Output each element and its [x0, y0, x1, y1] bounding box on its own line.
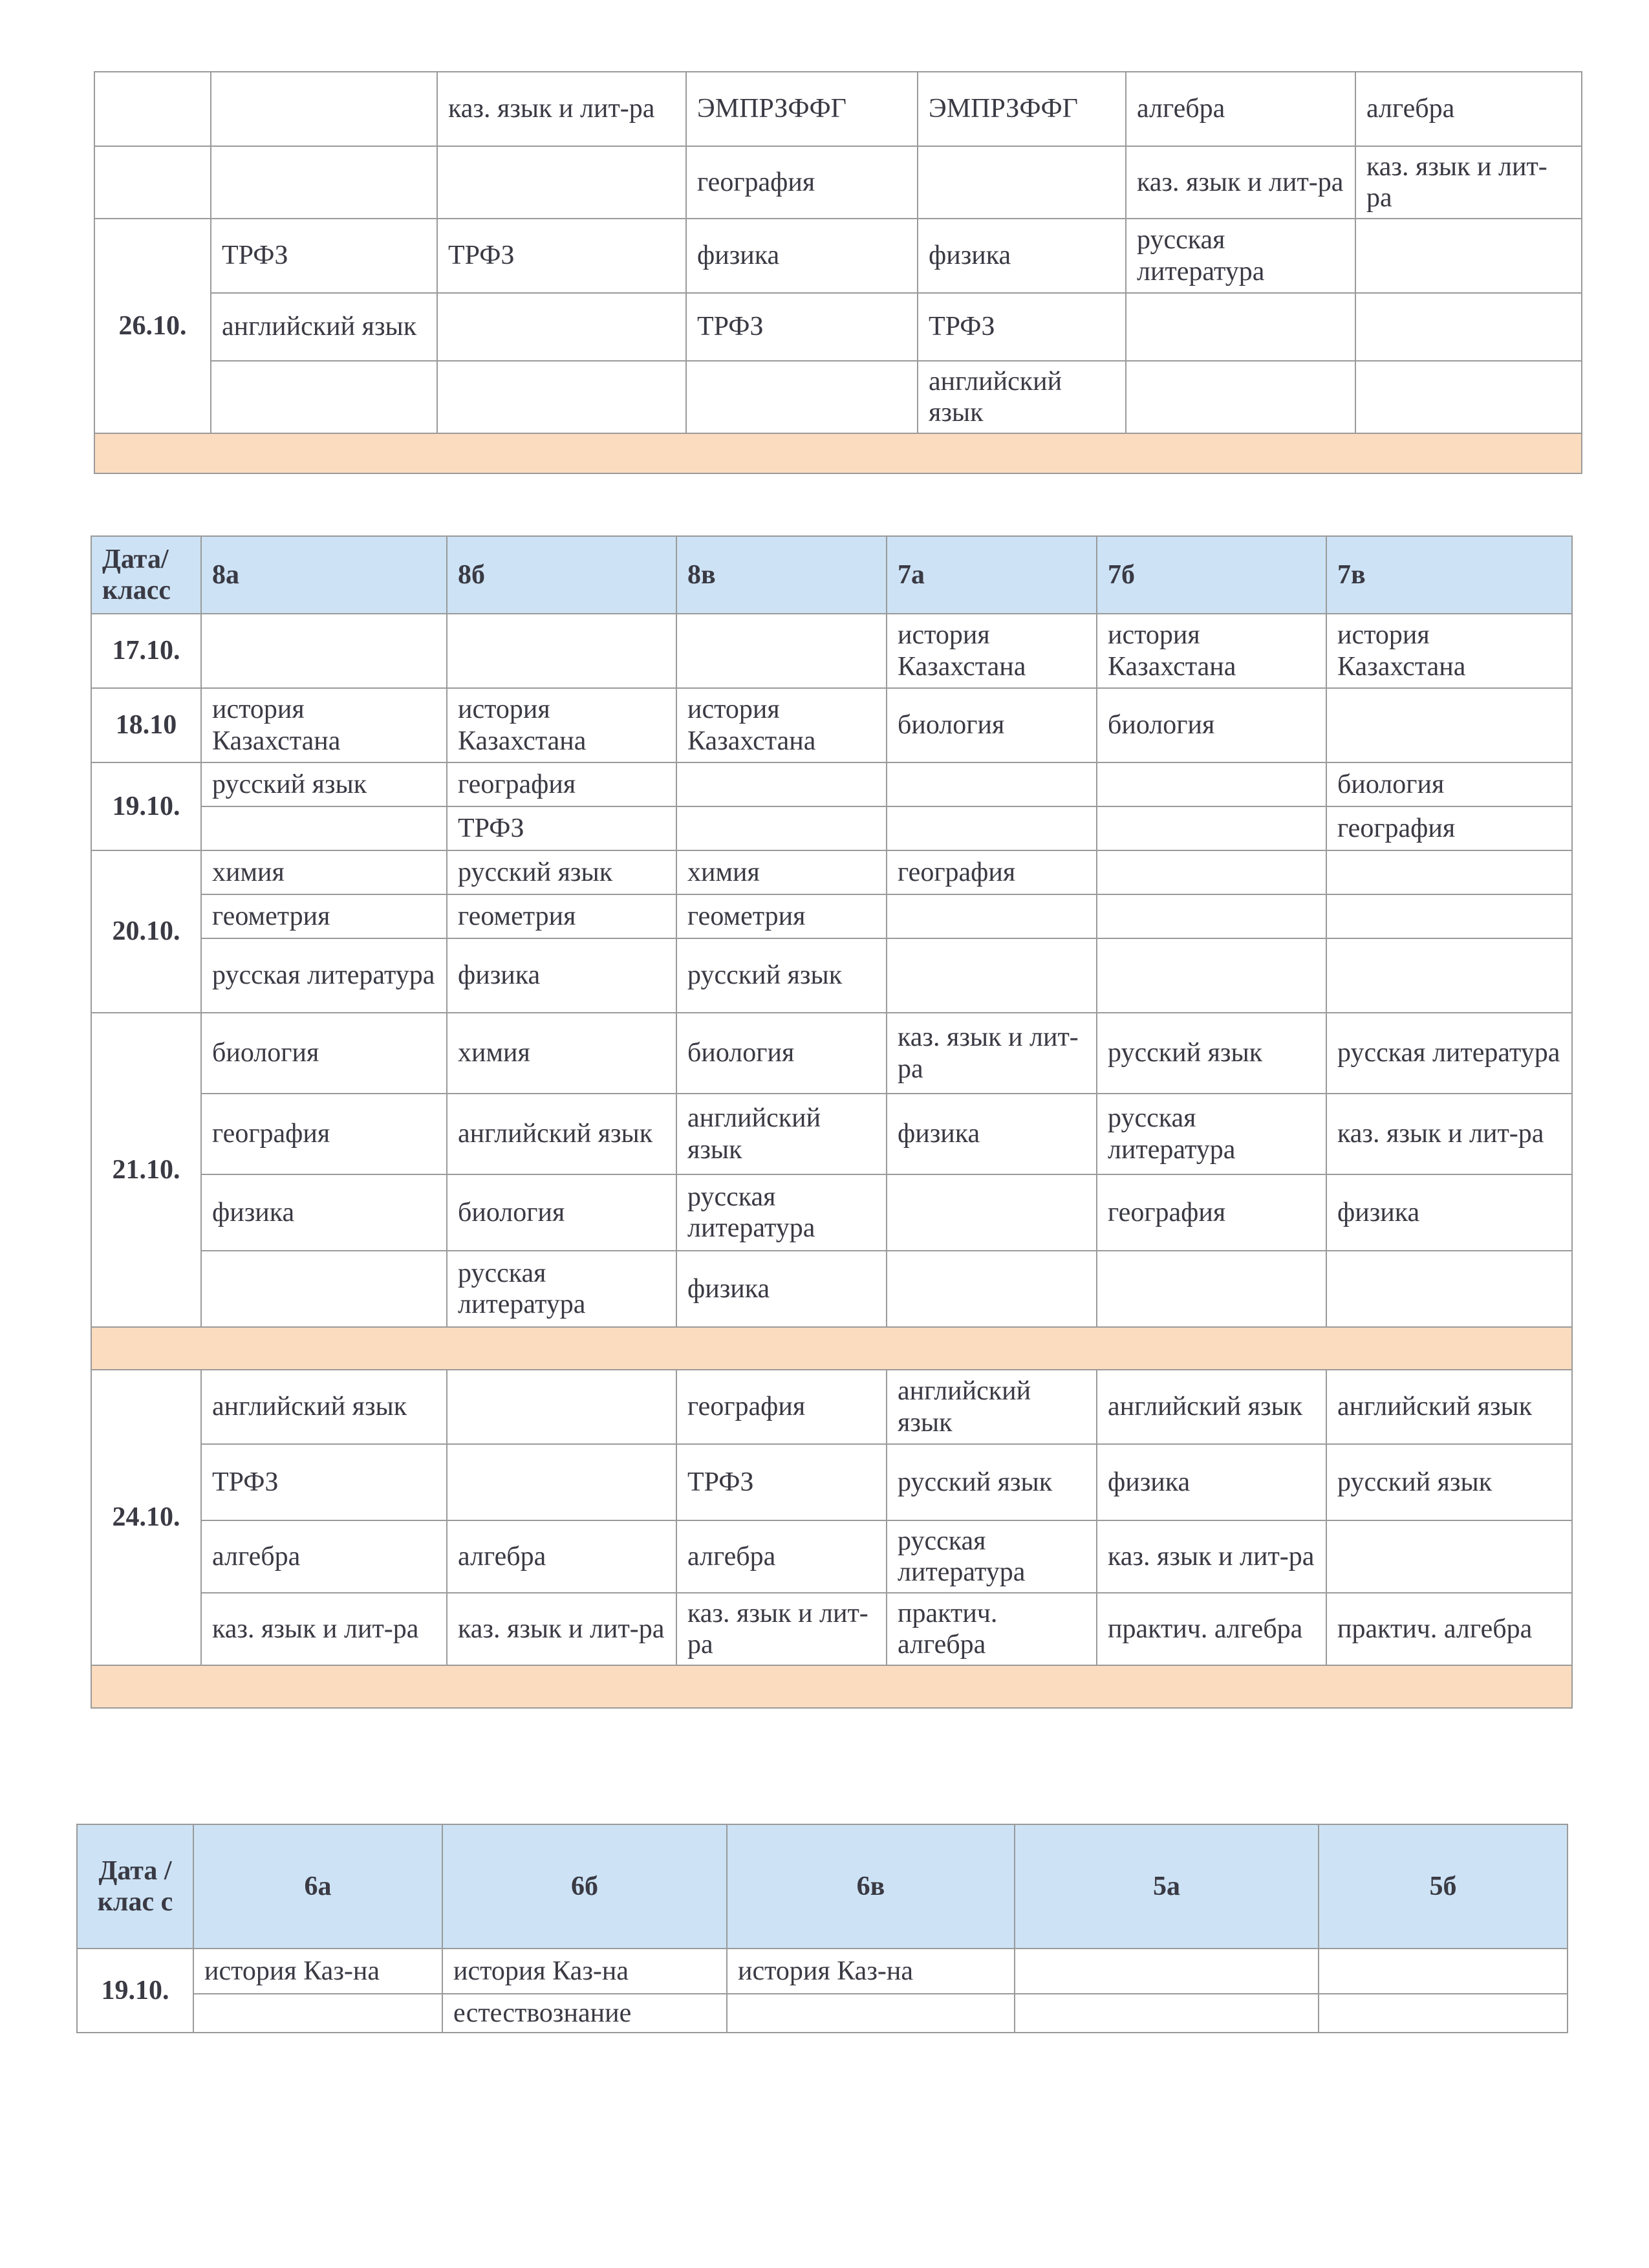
cell: биология — [1326, 762, 1572, 806]
cell: ТРФЗ — [437, 219, 686, 293]
cell: геометрия — [201, 894, 447, 938]
table-row — [91, 1013, 1572, 1094]
cell: география — [887, 850, 1097, 894]
cell: география — [447, 762, 676, 806]
cell: биология — [1097, 688, 1326, 762]
table-row — [77, 1949, 1568, 1994]
cell: русский язык — [1097, 1013, 1326, 1094]
cell: геометрия — [447, 894, 676, 938]
cell: русская литература — [1097, 1094, 1326, 1174]
cell: английский язык — [447, 1094, 676, 1174]
cell: ТРФЗ — [918, 293, 1126, 361]
cell: геометрия — [676, 894, 887, 938]
cell: химия — [676, 850, 887, 894]
cell — [211, 361, 437, 433]
cell: география — [1097, 1174, 1326, 1251]
cell: каз. язык и лит-ра — [887, 1013, 1097, 1094]
cell — [1326, 1251, 1572, 1327]
cell: физика — [918, 219, 1126, 293]
date-cell: 20.10. — [91, 850, 201, 1013]
table-row — [91, 850, 1572, 894]
cell: химия — [201, 850, 447, 894]
cell — [201, 1251, 447, 1327]
cell — [437, 293, 686, 361]
cell — [1326, 688, 1572, 762]
cell: русский язык — [447, 850, 676, 894]
cell — [686, 361, 918, 433]
schedule-table-8-7 — [91, 535, 1573, 1709]
cell — [887, 762, 1097, 806]
cell — [918, 146, 1126, 219]
cell — [201, 614, 447, 688]
table-row — [94, 146, 1582, 219]
separator-cell — [94, 433, 1582, 473]
table-row — [94, 219, 1582, 293]
cell — [1355, 293, 1582, 361]
cell — [1097, 894, 1326, 938]
cell — [1326, 894, 1572, 938]
cell: история Казахстана — [676, 688, 887, 762]
cell: история Казахстана — [447, 688, 676, 762]
table-row — [91, 762, 1572, 806]
cell — [1319, 1994, 1568, 2033]
table-row — [91, 688, 1572, 762]
cell: физика — [201, 1174, 447, 1251]
cell — [727, 1994, 1015, 2033]
cell: ТРФЗ — [686, 293, 918, 361]
separator-cell — [91, 1327, 1572, 1370]
cell: алгебра — [676, 1520, 887, 1593]
table-row — [94, 72, 1582, 146]
cell — [1355, 361, 1582, 433]
cell — [1326, 938, 1572, 1013]
separator-row — [94, 433, 1582, 473]
cell: русский язык — [1326, 1444, 1572, 1520]
cell: английский язык — [676, 1094, 887, 1174]
header-class: 7а — [887, 536, 1097, 614]
date-cell: 18.10 — [91, 688, 201, 762]
table-row — [91, 1094, 1572, 1174]
cell — [437, 361, 686, 433]
cell: история Казахстана — [887, 614, 1097, 688]
cell: английский язык — [211, 293, 437, 361]
cell: каз. язык и лит-ра — [1126, 146, 1355, 219]
cell — [676, 614, 887, 688]
cell: биология — [887, 688, 1097, 762]
cell: физика — [887, 1094, 1097, 1174]
cell: биология — [676, 1013, 887, 1094]
cell — [447, 1444, 676, 1520]
table-row — [91, 1251, 1572, 1327]
table-row — [77, 1994, 1568, 2033]
table-row — [91, 938, 1572, 1013]
cell: русская литература — [1326, 1013, 1572, 1094]
table-row — [91, 1444, 1572, 1520]
cell: ЭМПРЗФФГ — [686, 72, 918, 146]
cell — [1355, 219, 1582, 293]
cell — [437, 146, 686, 219]
header-class: 8б — [447, 536, 676, 614]
header-class: 5б — [1319, 1824, 1568, 1949]
cell — [201, 806, 447, 850]
cell: алгебра — [1126, 72, 1355, 146]
cell — [887, 938, 1097, 1013]
cell: каз. язык и лит-ра — [1326, 1094, 1572, 1174]
date-cell: 17.10. — [91, 614, 201, 688]
cell: ТРФЗ — [447, 806, 676, 850]
cell: физика — [447, 938, 676, 1013]
table-row — [91, 894, 1572, 938]
header-class: 8в — [676, 536, 887, 614]
cell: алгебра — [201, 1520, 447, 1593]
cell — [1097, 938, 1326, 1013]
cell: практич. алгебра — [1326, 1593, 1572, 1665]
table-header-row — [91, 536, 1572, 614]
cell — [1015, 1949, 1319, 1994]
cell: каз. язык и лит-ра — [201, 1593, 447, 1665]
date-cell — [94, 146, 211, 219]
cell: английский язык — [918, 361, 1126, 433]
table-row — [91, 806, 1572, 850]
date-cell: 19.10. — [91, 762, 201, 850]
cell — [887, 1174, 1097, 1251]
cell: физика — [1326, 1174, 1572, 1251]
cell — [676, 806, 887, 850]
cell — [1097, 762, 1326, 806]
cell — [447, 1370, 676, 1444]
cell: география — [1326, 806, 1572, 850]
cell: история Казахстана — [201, 688, 447, 762]
cell: английский язык — [887, 1370, 1097, 1444]
cell: английский язык — [201, 1370, 447, 1444]
table-header-row — [77, 1824, 1568, 1949]
cell — [1097, 1251, 1326, 1327]
cell: английский язык — [1097, 1370, 1326, 1444]
date-cell: 21.10. — [91, 1013, 201, 1327]
cell: каз. язык и лит-ра — [437, 72, 686, 146]
table-row — [94, 361, 1582, 433]
header-date: Дата/ класс — [91, 536, 201, 614]
cell: география — [201, 1094, 447, 1174]
cell: русская литература — [201, 938, 447, 1013]
schedule-table-continued — [94, 71, 1582, 474]
cell: русский язык — [201, 762, 447, 806]
cell: история Каз-на — [727, 1949, 1015, 1994]
cell: каз. язык и лит-ра — [1097, 1520, 1326, 1593]
cell: биология — [447, 1174, 676, 1251]
cell: каз. язык и лит-ра — [1355, 146, 1582, 219]
cell — [887, 894, 1097, 938]
cell: русская литература — [676, 1174, 887, 1251]
cell: физика — [676, 1251, 887, 1327]
cell: химия — [447, 1013, 676, 1094]
table-row — [91, 1370, 1572, 1444]
separator-row — [91, 1665, 1572, 1708]
cell: русская литература — [887, 1520, 1097, 1593]
header-class: 8а — [201, 536, 447, 614]
cell — [1097, 806, 1326, 850]
cell: практич. алгебра — [887, 1593, 1097, 1665]
cell: ТРФЗ — [201, 1444, 447, 1520]
date-cell: 19.10. — [77, 1949, 193, 2033]
header-class: 7в — [1326, 536, 1572, 614]
cell: история Каз-на — [193, 1949, 442, 1994]
cell — [887, 1251, 1097, 1327]
cell: ТРФЗ — [211, 219, 437, 293]
cell: английский язык — [1326, 1370, 1572, 1444]
header-class: 5а — [1015, 1824, 1319, 1949]
cell: ТРФЗ — [676, 1444, 887, 1520]
cell: география — [686, 146, 918, 219]
header-class: 6б — [442, 1824, 727, 1949]
cell: русская литература — [447, 1251, 676, 1327]
cell: естествознание — [442, 1994, 727, 2033]
header-class: 7б — [1097, 536, 1326, 614]
separator-row — [91, 1327, 1572, 1370]
cell — [211, 72, 437, 146]
cell: алгебра — [1355, 72, 1582, 146]
cell: история Казахстана — [1326, 614, 1572, 688]
cell: русский язык — [676, 938, 887, 1013]
cell: физика — [1097, 1444, 1326, 1520]
table-row — [91, 1593, 1572, 1665]
cell: ЭМПРЗФФГ — [918, 72, 1126, 146]
cell — [887, 806, 1097, 850]
cell: каз. язык и лит-ра — [447, 1593, 676, 1665]
table-row — [91, 1174, 1572, 1251]
cell — [1126, 361, 1355, 433]
date-cell: 26.10. — [94, 219, 211, 433]
cell — [676, 762, 887, 806]
cell — [1015, 1994, 1319, 2033]
cell — [193, 1994, 442, 2033]
cell — [1097, 850, 1326, 894]
cell — [1326, 850, 1572, 894]
schedule-table-6-5 — [76, 1824, 1568, 2033]
cell: география — [676, 1370, 887, 1444]
header-class: 6а — [193, 1824, 442, 1949]
cell: физика — [686, 219, 918, 293]
separator-cell — [91, 1665, 1572, 1708]
cell: биология — [201, 1013, 447, 1094]
cell — [211, 146, 437, 219]
cell — [1326, 1520, 1572, 1593]
cell: алгебра — [447, 1520, 676, 1593]
header-class: 6в — [727, 1824, 1015, 1949]
table-row — [91, 1520, 1572, 1593]
table-row — [94, 293, 1582, 361]
cell: каз. язык и лит-ра — [676, 1593, 887, 1665]
table-row — [91, 614, 1572, 688]
date-cell — [94, 72, 211, 146]
cell — [1319, 1949, 1568, 1994]
cell — [447, 614, 676, 688]
cell: русский язык — [887, 1444, 1097, 1520]
cell: история Каз-на — [442, 1949, 727, 1994]
header-date: Дата /клас с — [77, 1824, 193, 1949]
cell — [1126, 293, 1355, 361]
cell: практич. алгебра — [1097, 1593, 1326, 1665]
cell: история Казахстана — [1097, 614, 1326, 688]
date-cell: 24.10. — [91, 1370, 201, 1665]
cell: русская литература — [1126, 219, 1355, 293]
